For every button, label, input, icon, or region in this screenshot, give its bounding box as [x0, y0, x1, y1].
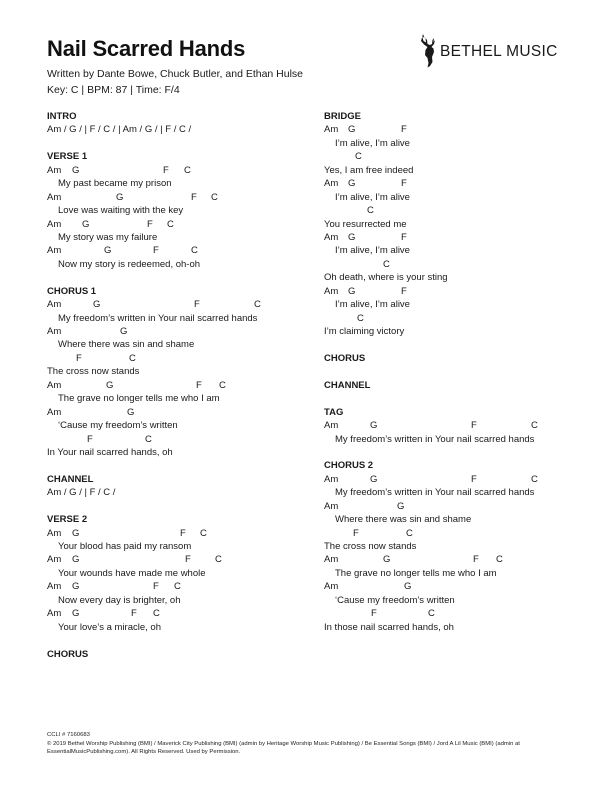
chord: Am — [47, 245, 62, 257]
chord: C — [211, 191, 218, 203]
chord: G — [348, 285, 356, 297]
chord: F — [401, 231, 407, 243]
chord: G — [348, 231, 356, 243]
chord-line — [324, 473, 594, 486]
lyric-line: Where there was sin and shame — [58, 339, 195, 351]
chord-line — [324, 150, 594, 163]
section-title-chorus-2: CHORUS 2 — [324, 460, 374, 472]
lyric-line: In those nail scarred hands, oh — [324, 621, 454, 633]
chord: C — [191, 245, 198, 257]
chord-line — [47, 580, 317, 593]
chord: F — [153, 581, 159, 593]
left-column — [47, 110, 317, 661]
chord: F — [353, 527, 359, 539]
chord: C — [129, 352, 136, 364]
chord: C — [145, 433, 152, 445]
chord: Am — [47, 379, 62, 391]
chord-line — [47, 191, 317, 204]
chord: Am — [324, 554, 339, 566]
chord: C — [254, 299, 261, 311]
chord: G — [127, 406, 135, 418]
chord: G — [348, 124, 356, 136]
chord: F — [163, 164, 169, 176]
chord: G — [72, 581, 80, 593]
chord: G — [370, 420, 378, 432]
deer-head-icon — [418, 33, 438, 69]
section-title-verse-2: VERSE 2 — [47, 514, 88, 526]
section-title-chorus-1: CHORUS 1 — [47, 285, 97, 297]
chord: F — [196, 379, 202, 391]
chord: Am — [47, 299, 62, 311]
chord: G — [370, 473, 378, 485]
chord-line — [324, 607, 594, 620]
chord: Am — [324, 420, 339, 432]
chord: C — [406, 527, 413, 539]
chord: C — [531, 473, 538, 485]
chord: Am — [47, 326, 62, 337]
chord-line — [324, 204, 594, 217]
chord: Am — [47, 218, 62, 230]
chord-line — [324, 527, 594, 540]
lyric-line: Yes, I am free indeed — [324, 164, 414, 176]
chord: Am — [324, 581, 339, 593]
song-title: Nail Scarred Hands — [47, 36, 246, 61]
chord-line — [47, 607, 317, 620]
chord: F — [401, 285, 407, 297]
chord: G — [82, 218, 90, 230]
chord: C — [357, 312, 364, 324]
lyric-line: Where there was sin and shame — [335, 514, 472, 526]
lyric-line: I’m alive, I’m alive — [335, 245, 410, 257]
chord: G — [104, 245, 112, 257]
chord: F — [180, 527, 186, 539]
chord: G — [348, 178, 356, 190]
chord: G — [106, 379, 114, 391]
song-writers: Written by Dante Bowe, Chuck Butler, and Ethan Hulse — [47, 68, 304, 80]
lyric-line: I’m alive, I’m alive — [335, 137, 410, 149]
chord: F — [131, 608, 137, 620]
lyric-line: My freedom’s written in Your nail scarred hands — [335, 433, 535, 445]
lyric-line: The cross now stands — [324, 541, 417, 552]
footer — [47, 731, 577, 757]
lyric-line: My freedom’s written in Your nail scarred hands — [335, 487, 535, 499]
lyric-line: Your love’s a miracle, oh — [58, 621, 161, 633]
lyric-line: Oh death, where is your sting — [324, 272, 448, 284]
chord: Am — [324, 500, 339, 512]
lyric-line: Your wounds have made me whole — [58, 567, 206, 579]
chord: C — [367, 205, 374, 217]
chord: F — [194, 299, 200, 311]
chord: F — [401, 124, 407, 136]
chord: Am — [47, 554, 62, 566]
chord: C — [496, 554, 503, 566]
logo-wordmark: BETHEL MUSIC — [440, 43, 558, 60]
chord: C — [355, 151, 362, 163]
chord-line — [324, 419, 594, 432]
chord: Am — [324, 285, 339, 297]
section-title-chorus: CHORUS — [324, 352, 366, 364]
copyright-notice: © 2019 Bethel Worship Publishing (BMI) / Maverick City Publishing (BMI) (admin by Heritage Worship Music Publishing) / Be Essential Songs (BMI) / Jord A Lil Music (BMI) (admin at EssentialMusicPublishing.com). All Rights Reserved. Used by Permission. — [47, 740, 520, 756]
intro-chords: Am / G / | F / C / | Am / G / | F / C / — [47, 124, 192, 136]
chord-line — [47, 379, 317, 392]
chord-line — [324, 123, 594, 136]
chord: G — [397, 500, 405, 512]
chord-line — [47, 218, 317, 231]
chord: F — [87, 433, 93, 445]
lyric-line: I’m claiming victory — [324, 326, 405, 337]
chord-line — [47, 527, 317, 540]
chord: F — [147, 218, 153, 230]
chord: C — [428, 608, 435, 620]
chord: G — [383, 554, 391, 566]
chord: G — [120, 326, 128, 337]
chord: Am — [47, 581, 62, 593]
section-title-verse-1: VERSE 1 — [47, 151, 88, 163]
chord: C — [174, 581, 181, 593]
chord: F — [153, 245, 159, 257]
chord-line — [324, 258, 594, 271]
section-title-channel: CHANNEL — [47, 473, 94, 485]
lyric-line: You resurrected me — [324, 218, 407, 230]
chord: C — [531, 420, 538, 432]
chord: Am — [47, 527, 62, 539]
section-title-channel: CHANNEL — [324, 379, 371, 391]
lyric-line: In Your nail scarred hands, oh — [47, 446, 173, 458]
chord: Am — [324, 473, 339, 485]
section-title-bridge: BRIDGE — [324, 111, 361, 122]
chord: Am — [47, 406, 62, 418]
chord: F — [471, 420, 477, 432]
chord-line — [324, 312, 594, 325]
chord-line — [324, 285, 594, 298]
chord: C — [167, 218, 174, 230]
lyric-line: My story was my failure — [58, 231, 158, 243]
chord-line — [324, 231, 594, 244]
lyric-line: ‘Cause my freedom’s written — [335, 594, 455, 606]
chord-line — [47, 352, 317, 365]
section-title-tag: TAG — [324, 406, 344, 418]
chord-line — [47, 406, 317, 419]
chord-line — [47, 244, 317, 257]
chord: F — [76, 352, 82, 364]
lyric-line: I’m alive, I’m alive — [335, 299, 410, 311]
chord: C — [219, 379, 226, 391]
chord-line — [324, 177, 594, 190]
chord: C — [184, 164, 191, 176]
chord: Am — [47, 164, 62, 176]
chord: G — [72, 608, 80, 620]
chord: G — [116, 191, 124, 203]
chord-line — [324, 580, 594, 593]
chord: G — [404, 581, 412, 593]
chord-line — [47, 298, 317, 311]
chord: Am — [324, 231, 339, 243]
chord: Am — [47, 608, 62, 620]
chord: G — [72, 554, 80, 566]
chord: F — [191, 191, 197, 203]
chord: Am — [324, 178, 339, 190]
lyric-line: Your blood has paid my ransom — [58, 541, 192, 552]
chord-line — [324, 553, 594, 566]
chord: F — [371, 608, 377, 620]
lyric-line: My freedom’s written in Your nail scarred hands — [58, 312, 258, 324]
ccli-number: CCLI # 7160683 — [47, 732, 90, 738]
chord-line — [47, 164, 317, 177]
song-key-info: Key: C | BPM: 87 | Time: F/4 — [47, 84, 180, 96]
lyric-line: ‘Cause my freedom’s written — [58, 420, 178, 432]
chord: F — [401, 178, 407, 190]
chord-line — [47, 553, 317, 566]
chord: F — [473, 554, 479, 566]
channel-chords: Am / G / | F / C / — [47, 487, 116, 499]
chord: G — [93, 299, 101, 311]
lyric-line: The grave no longer tells me who I am — [58, 393, 220, 405]
right-column — [324, 110, 594, 634]
lyric-line: My past became my prison — [58, 178, 172, 190]
chord: F — [185, 554, 191, 566]
chord: G — [72, 164, 80, 176]
section-title-chorus: CHORUS — [47, 648, 89, 660]
chord-line — [47, 325, 317, 338]
chord: C — [215, 554, 222, 566]
lyric-line: The cross now stands — [47, 366, 140, 378]
chord: Am — [47, 191, 62, 203]
chord-line — [47, 433, 317, 446]
chord: G — [72, 527, 80, 539]
lyric-line: Love was waiting with the key — [58, 205, 184, 217]
chord: Am — [324, 124, 339, 136]
lyric-line: I’m alive, I’m alive — [335, 191, 410, 203]
lyric-line: Now my story is redeemed, oh-oh — [58, 258, 201, 270]
chord: C — [383, 258, 390, 270]
chord: C — [200, 527, 207, 539]
chord: F — [471, 473, 477, 485]
chord: C — [153, 608, 160, 620]
lyric-line: Now every day is brighter, oh — [58, 594, 181, 606]
section-title-intro: INTRO — [47, 111, 77, 122]
chord-line — [324, 500, 594, 513]
lyric-line: The grave no longer tells me who I am — [335, 567, 497, 579]
bethel-music-logo — [418, 33, 568, 69]
